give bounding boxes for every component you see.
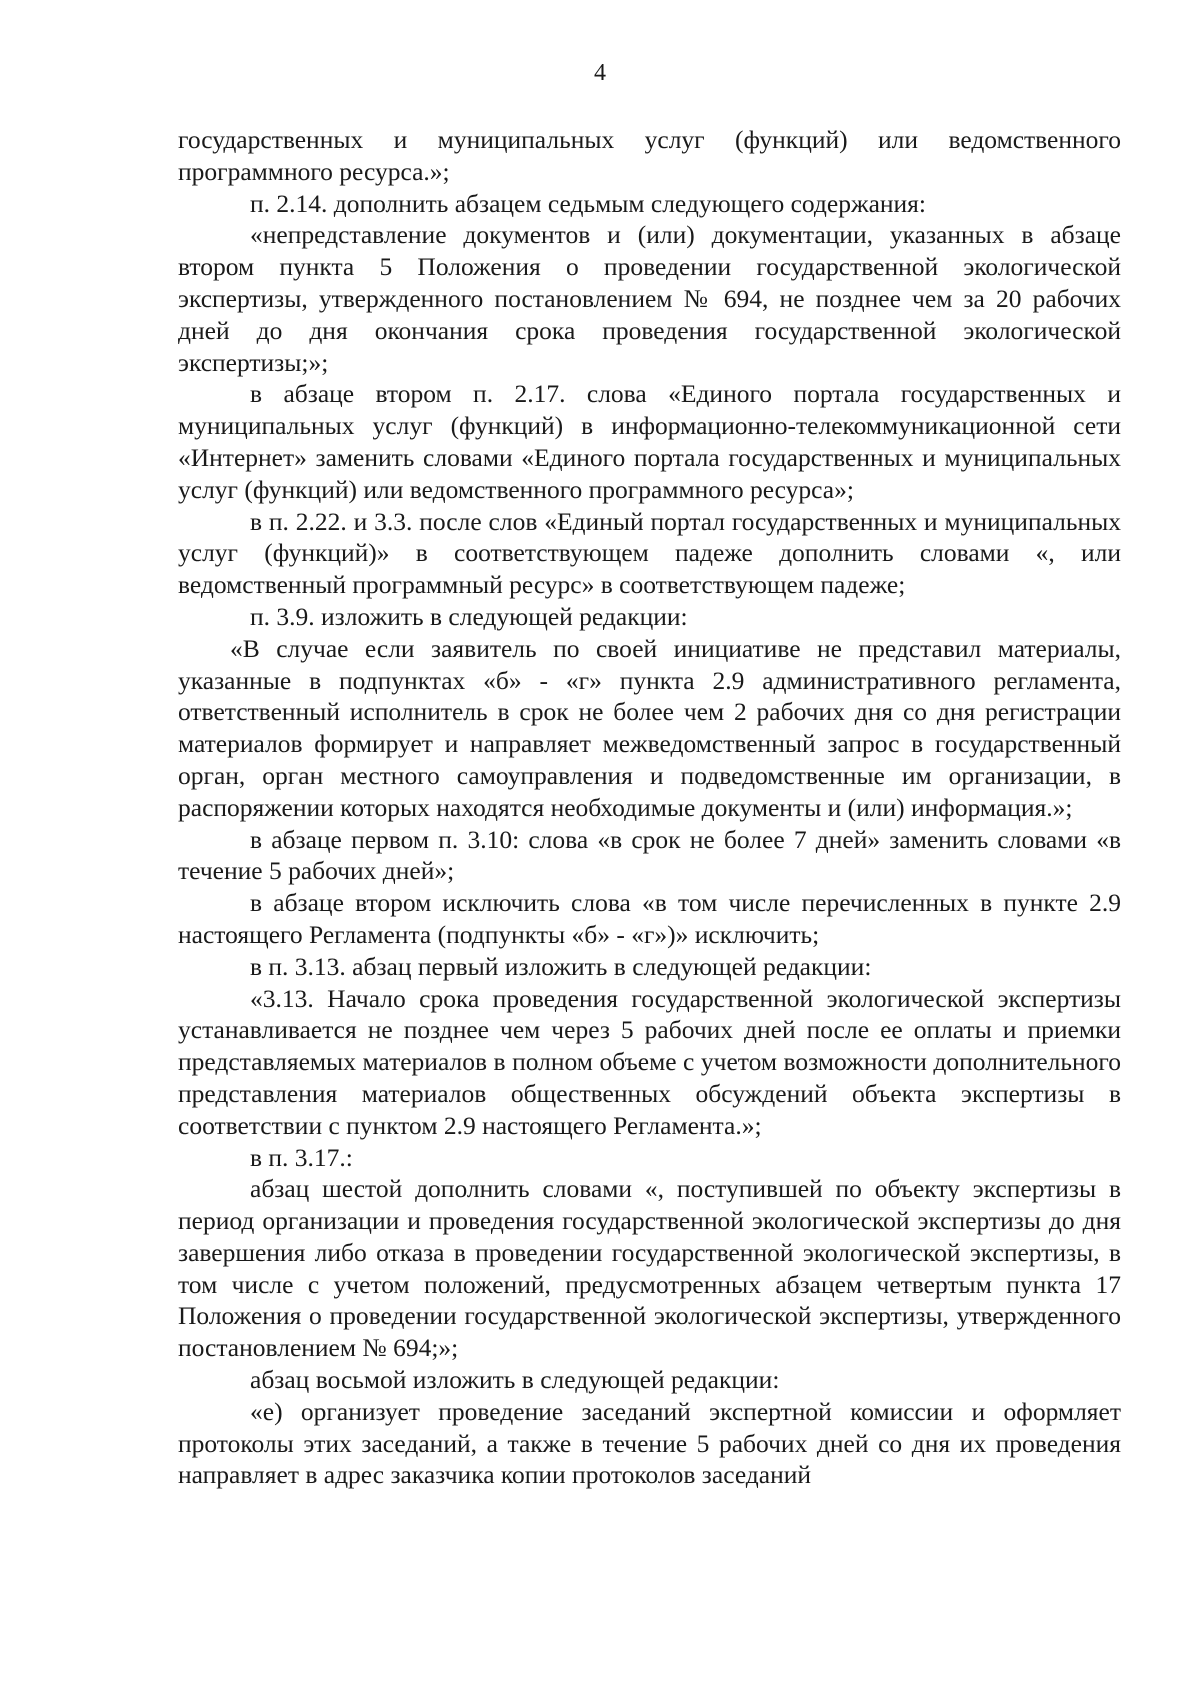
paragraph: «е) организует проведение заседаний экспертной комиссии и оформляет протоколы этих заседаний, а также в течение 5 рабочих дней со дня их проведения направляет в адрес заказчика копии протоколов заседаний <box>178 1396 1121 1490</box>
paragraph: государственных и муниципальных услуг (функций) или ведомственного программного ресурса.»; <box>178 125 1121 186</box>
paragraph: в абзаце первом п. 3.10: слова «в срок не более 7 дней» заменить словами «в течение 5 рабочих дней»; <box>178 824 1121 886</box>
paragraph: п. 3.9. изложить в следующей редакции: <box>250 601 688 631</box>
paragraph: в абзаце втором п. 2.17. слова «Единого портала государственных и муниципальных услуг (функций) в информационно-телекоммуникационной сети «Интернет» заменить словами «Единого портала государственных и муниципальных услуг (функций) или ведомственного программного ресурса»; <box>178 379 1121 504</box>
document-body <box>178 124 1121 1491</box>
paragraph: абзац шестой дополнить словами «, поступившей по объекту экспертизы в период организации и проведения государственной экологической экспертизы до дня завершения либо отказа в проведении государственной экологической экспертизы, в том числе с учетом положений, предусмотренных абзацем четвертым пункта 17 Положения о проведении государственной экологической экспертизы, утвержденного постановлением № 694;»; <box>178 1174 1121 1363</box>
paragraph: «непредставление документов и (или) документации, указанных в абзаце втором пункта 5 Положения о проведении государственной экологической экспертизы, утвержденного постановлением № 694, не позднее чем за 20 рабочих дней до дня окончания срока проведения государственной экологической экспертизы;»; <box>178 220 1121 377</box>
paragraph: в п. 3.17.: <box>250 1142 353 1172</box>
paragraph: «В случае если заявитель по своей инициативе не представил материалы, указанные в подпунктах «б» - «г» пункта 2.9 административного регламента, ответственный исполнитель в срок не более чем 2 рабочих дня со дня регистрации материалов формирует и направляет межведомственный запрос в государственный орган, орган местного самоуправления и подведомственные им организации, в распоряжении которых находятся необходимые документы и (или) информация.»; <box>178 633 1121 822</box>
paragraph: в п. 3.13. абзац первый изложить в следующей редакции: <box>250 951 872 981</box>
paragraph: абзац восьмой изложить в следующей редакции: <box>250 1365 780 1395</box>
page-number: 4 <box>594 60 606 86</box>
paragraph: п. 2.14. дополнить абзацем седьмым следующего содержания: <box>250 188 926 218</box>
paragraph: «3.13. Начало срока проведения государственной экологической экспертизы устанавливается не позднее чем через 5 рабочих дней после ее оплаты и приемки представляемых материалов в полном объеме с учетом возможности дополнительного представления материалов общественных обсуждений объекта экспертизы в соответствии с пунктом 2.9 настоящего Регламента.»; <box>178 983 1121 1140</box>
paragraph: в п. 2.22. и 3.3. после слов «Единый портал государственных и муниципальных услуг (функций)» в соответствующем падеже дополнить словами «, или ведомственный программный ресурс» в соответствующем падеже; <box>178 506 1121 600</box>
paragraph: в абзаце втором исключить слова «в том числе перечисленных в пункте 2.9 настоящего Регламента (подпункты «б» - «г»)» исключить; <box>178 888 1121 949</box>
